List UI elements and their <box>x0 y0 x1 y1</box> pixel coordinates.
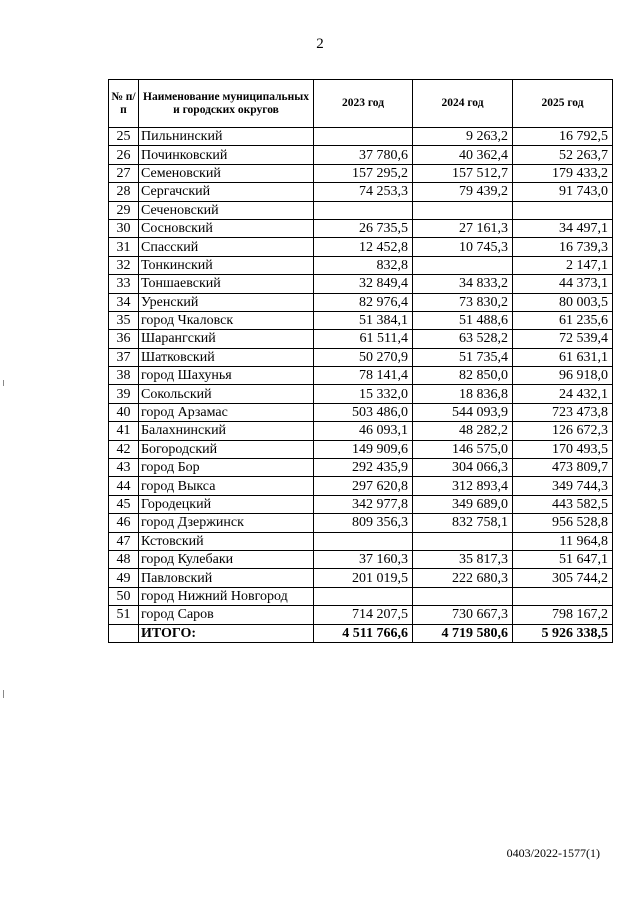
row-number: 37 <box>109 348 139 366</box>
table-row <box>109 440 613 458</box>
value-2023: 46 093,1 <box>314 422 413 440</box>
row-number: 38 <box>109 367 139 385</box>
value-2025: 80 003,5 <box>513 293 613 311</box>
row-number: 51 <box>109 606 139 624</box>
row-number: 36 <box>109 330 139 348</box>
value-2024: 18 836,8 <box>413 385 513 403</box>
scan-edge-mark <box>3 690 4 698</box>
municipality-name: Городецкий <box>139 495 314 513</box>
value-2024: 157 512,7 <box>413 164 513 182</box>
value-2023: 26 735,5 <box>314 219 413 237</box>
value-2025: 2 147,1 <box>513 256 613 274</box>
header-2024: 2024 год <box>413 80 513 128</box>
municipality-name: Балахнинский <box>139 422 314 440</box>
value-2025: 305 744,2 <box>513 569 613 587</box>
municipality-name: Богородский <box>139 440 314 458</box>
value-2023: 714 207,5 <box>314 606 413 624</box>
row-number: 48 <box>109 550 139 568</box>
value-2023: 15 332,0 <box>314 385 413 403</box>
table-row <box>109 459 613 477</box>
row-number: 40 <box>109 403 139 421</box>
value-2023: 12 452,8 <box>314 238 413 256</box>
municipality-name: Уренский <box>139 293 314 311</box>
row-number: 39 <box>109 385 139 403</box>
value-2025: 91 743,0 <box>513 183 613 201</box>
value-2025 <box>513 201 613 219</box>
municipality-name: Тонкинский <box>139 256 314 274</box>
row-number: 46 <box>109 514 139 532</box>
document-code: 0403/2022-1577(1) <box>506 846 600 860</box>
table-header-row <box>109 80 613 128</box>
municipality-name: Пильнинский <box>139 128 314 146</box>
value-2024: 730 667,3 <box>413 606 513 624</box>
municipality-name: Тоншаевский <box>139 275 314 293</box>
value-2023: 32 849,4 <box>314 275 413 293</box>
header-2025: 2025 год <box>513 80 613 128</box>
value-2025: 61 235,6 <box>513 311 613 329</box>
value-2023: 297 620,8 <box>314 477 413 495</box>
value-2024: 222 680,3 <box>413 569 513 587</box>
table-row <box>109 293 613 311</box>
value-2025: 179 433,2 <box>513 164 613 182</box>
table-row <box>109 238 613 256</box>
value-2023: 201 019,5 <box>314 569 413 587</box>
value-2025: 44 373,1 <box>513 275 613 293</box>
header-2023: 2023 год <box>314 80 413 128</box>
table-row <box>109 183 613 201</box>
value-2024 <box>413 587 513 605</box>
value-2024: 40 362,4 <box>413 146 513 164</box>
value-2023: 342 977,8 <box>314 495 413 513</box>
value-2023 <box>314 201 413 219</box>
value-2025: 16 792,5 <box>513 128 613 146</box>
page-number: 2 <box>316 36 324 52</box>
value-2024: 63 528,2 <box>413 330 513 348</box>
value-2023: 503 486,0 <box>314 403 413 421</box>
value-2025 <box>513 587 613 605</box>
value-2025: 349 744,3 <box>513 477 613 495</box>
municipality-name: город Бор <box>139 459 314 477</box>
total-row <box>109 624 613 642</box>
value-2025: 52 263,7 <box>513 146 613 164</box>
value-2023: 74 253,3 <box>314 183 413 201</box>
municipality-name: город Чкаловск <box>139 311 314 329</box>
table-row <box>109 606 613 624</box>
value-2025: 34 497,1 <box>513 219 613 237</box>
value-2025: 956 528,8 <box>513 514 613 532</box>
value-2025: 798 167,2 <box>513 606 613 624</box>
value-2023: 37 160,3 <box>314 550 413 568</box>
table-row <box>109 311 613 329</box>
row-number: 29 <box>109 201 139 219</box>
table-row <box>109 477 613 495</box>
table-row <box>109 403 613 421</box>
municipality-name: Шарангский <box>139 330 314 348</box>
row-number: 31 <box>109 238 139 256</box>
value-2023 <box>314 532 413 550</box>
total-2023: 4 511 766,6 <box>314 624 413 642</box>
value-2025: 96 918,0 <box>513 367 613 385</box>
value-2023: 157 295,2 <box>314 164 413 182</box>
value-2023: 50 270,9 <box>314 348 413 366</box>
value-2024 <box>413 201 513 219</box>
value-2024: 51 488,6 <box>413 311 513 329</box>
value-2025: 24 432,1 <box>513 385 613 403</box>
value-2025: 443 582,5 <box>513 495 613 513</box>
table-row <box>109 569 613 587</box>
table-row <box>109 348 613 366</box>
municipality-name: город Саров <box>139 606 314 624</box>
row-number: 35 <box>109 311 139 329</box>
header-number: № п/п <box>109 80 139 128</box>
value-2025: 473 809,7 <box>513 459 613 477</box>
table-row <box>109 367 613 385</box>
row-number: 47 <box>109 532 139 550</box>
value-2024: 82 850,0 <box>413 367 513 385</box>
table-row <box>109 146 613 164</box>
value-2024: 146 575,0 <box>413 440 513 458</box>
value-2025: 72 539,4 <box>513 330 613 348</box>
value-2023: 149 909,6 <box>314 440 413 458</box>
table-row <box>109 275 613 293</box>
row-number: 50 <box>109 587 139 605</box>
row-number: 34 <box>109 293 139 311</box>
value-2024: 544 093,9 <box>413 403 513 421</box>
value-2025: 170 493,5 <box>513 440 613 458</box>
header-name: Наименование муниципальных и городских округов <box>139 80 314 128</box>
value-2023: 832,8 <box>314 256 413 274</box>
total-number-cell <box>109 624 139 642</box>
table-row <box>109 532 613 550</box>
value-2023: 292 435,9 <box>314 459 413 477</box>
value-2024: 304 066,3 <box>413 459 513 477</box>
row-number: 33 <box>109 275 139 293</box>
municipality-name: Сеченовский <box>139 201 314 219</box>
row-number: 49 <box>109 569 139 587</box>
table-row <box>109 587 613 605</box>
table-row <box>109 164 613 182</box>
row-number: 28 <box>109 183 139 201</box>
municipality-name: Спасский <box>139 238 314 256</box>
value-2025: 51 647,1 <box>513 550 613 568</box>
table-row <box>109 128 613 146</box>
value-2025: 61 631,1 <box>513 348 613 366</box>
value-2025: 11 964,8 <box>513 532 613 550</box>
row-number: 25 <box>109 128 139 146</box>
row-number: 43 <box>109 459 139 477</box>
municipality-name: Павловский <box>139 569 314 587</box>
table-row <box>109 550 613 568</box>
value-2024: 73 830,2 <box>413 293 513 311</box>
scan-edge-mark <box>3 380 4 386</box>
value-2024: 48 282,2 <box>413 422 513 440</box>
municipality-name: город Шахунья <box>139 367 314 385</box>
value-2023: 61 511,4 <box>314 330 413 348</box>
value-2023: 809 356,3 <box>314 514 413 532</box>
value-2024 <box>413 532 513 550</box>
row-number: 27 <box>109 164 139 182</box>
table-row <box>109 495 613 513</box>
value-2024: 51 735,4 <box>413 348 513 366</box>
municipality-name: Кстовский <box>139 532 314 550</box>
total-2025: 5 926 338,5 <box>513 624 613 642</box>
municipality-name: город Выкса <box>139 477 314 495</box>
municipality-name: город Нижний Новгород <box>139 587 314 605</box>
value-2024: 312 893,4 <box>413 477 513 495</box>
table-row <box>109 330 613 348</box>
value-2024: 34 833,2 <box>413 275 513 293</box>
row-number: 26 <box>109 146 139 164</box>
row-number: 42 <box>109 440 139 458</box>
value-2024 <box>413 256 513 274</box>
total-label: ИТОГО: <box>139 624 314 642</box>
value-2023: 78 141,4 <box>314 367 413 385</box>
value-2024: 9 263,2 <box>413 128 513 146</box>
value-2025: 723 473,8 <box>513 403 613 421</box>
value-2025: 126 672,3 <box>513 422 613 440</box>
table-row <box>109 201 613 219</box>
table-row <box>109 385 613 403</box>
value-2023: 37 780,6 <box>314 146 413 164</box>
value-2024: 10 745,3 <box>413 238 513 256</box>
budget-table <box>108 79 613 643</box>
value-2024: 27 161,3 <box>413 219 513 237</box>
row-number: 44 <box>109 477 139 495</box>
table-row <box>109 219 613 237</box>
value-2025: 16 739,3 <box>513 238 613 256</box>
municipality-name: Сергачский <box>139 183 314 201</box>
value-2023 <box>314 587 413 605</box>
row-number: 32 <box>109 256 139 274</box>
total-2024: 4 719 580,6 <box>413 624 513 642</box>
row-number: 45 <box>109 495 139 513</box>
table-row <box>109 422 613 440</box>
municipality-name: Шатковский <box>139 348 314 366</box>
value-2023: 82 976,4 <box>314 293 413 311</box>
row-number: 41 <box>109 422 139 440</box>
value-2024: 79 439,2 <box>413 183 513 201</box>
municipality-name: Сокольский <box>139 385 314 403</box>
municipality-name: Починковский <box>139 146 314 164</box>
table-row <box>109 514 613 532</box>
municipality-name: город Дзержинск <box>139 514 314 532</box>
municipality-name: Сосновский <box>139 219 314 237</box>
value-2024: 832 758,1 <box>413 514 513 532</box>
row-number: 30 <box>109 219 139 237</box>
value-2023: 51 384,1 <box>314 311 413 329</box>
value-2023 <box>314 128 413 146</box>
value-2024: 349 689,0 <box>413 495 513 513</box>
value-2024: 35 817,3 <box>413 550 513 568</box>
municipality-name: город Кулебаки <box>139 550 314 568</box>
table-row <box>109 256 613 274</box>
municipality-name: Семеновский <box>139 164 314 182</box>
municipality-name: город Арзамас <box>139 403 314 421</box>
